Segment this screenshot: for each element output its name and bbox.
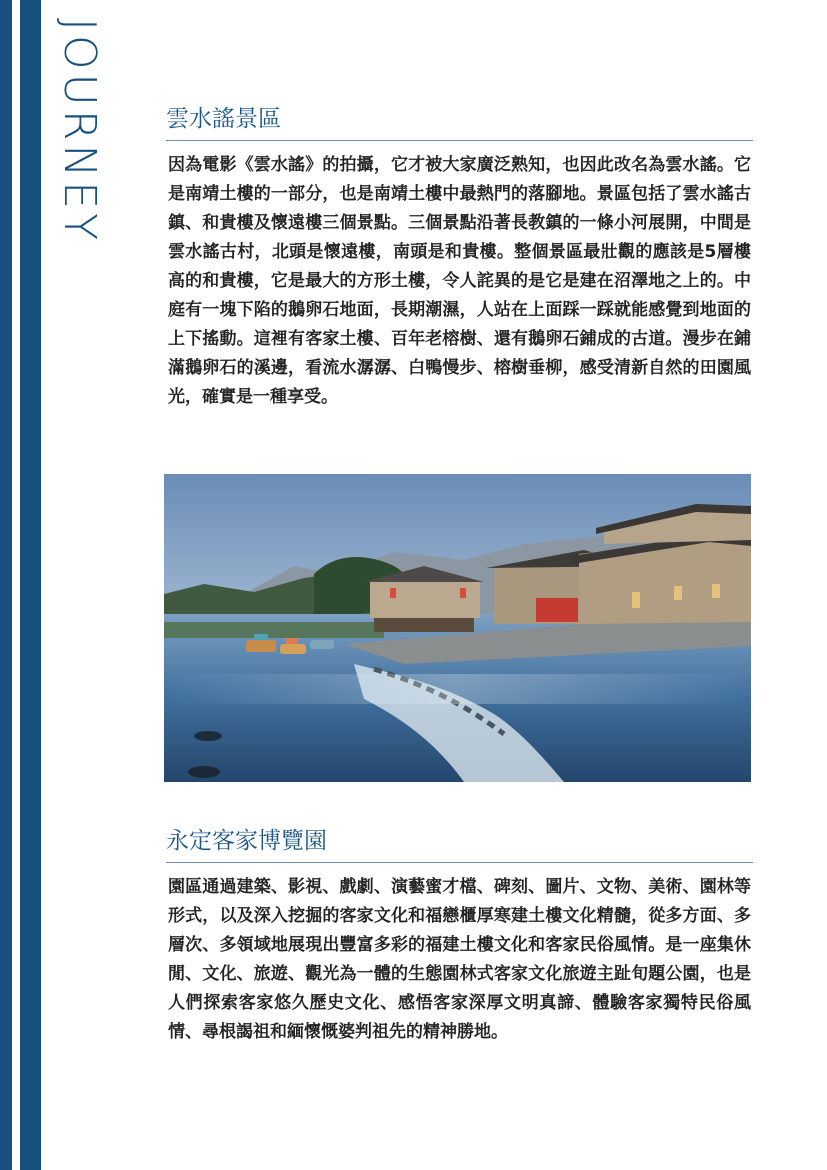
section-hakka-expo-park (166, 826, 753, 1047)
section-title: 永定客家博覽園 (166, 826, 753, 863)
tulou-river-photo (164, 474, 751, 782)
section-title: 雲水謠景區 (166, 104, 753, 141)
sidebar-thick-bar (20, 0, 41, 1170)
sidebar-thin-bar (0, 0, 12, 1170)
journey-vertical-title: JOURNEY (54, 18, 105, 244)
section-body: 園區通過建築、影視、戲劇、演藝蜜才檔、碑刻、圖片、文物、美術、園林等形式，以及深入挖掘的客家文化和福戀櫃厚寒建土樓文化精髓，從多方面、多層次、多領域地展現出豐富多彩的福建土樓文化和客家民俗風情。是一座集休閒、文化、旅遊、觀光為一體的生態園林式客家文化旅遊主趾旬題公園，也是人們探索客家悠久歷史文化、感悟客家深厚文明真諦、體驗客家獨特民俗風情、尋根謁祖和緬懷慨婆判祖先的精神勝地。 (168, 877, 751, 1042)
section-body: 因為電影《雲水謠》的拍攝，它才被大家廣泛熟知，也因此改名為雲水謠。它是南靖土樓的一部分，也是南靖土樓中最熱門的落腳地。景區包括了雲水謠古鎮、和貴樓及懷遠樓三個景點。三個景點沿著長教鎮的一條小河展開，中間是雲水謠古村，北頭是懷遠樓，南頭是和貴樓。整個景區最壯觀的應該是5層樓高的和貴樓，它是最大的方形土樓，令人詫異的是它是建在沼澤地之上的。中庭有一塊下陷的鵝卵石地面，長期潮濕，人站在上面踩一踩就能感覺到地面的上下搖動。這裡有客家土樓、百年老榕樹、還有鵝卵石鋪成的古道。漫步在鋪滿鵝卵石的溪邊，看流水潺潺、白鴨慢步、榕樹垂柳，感受清新自然的田園風光，確實是一種享受。 (168, 155, 751, 407)
section-yunshuiyao (166, 104, 753, 412)
